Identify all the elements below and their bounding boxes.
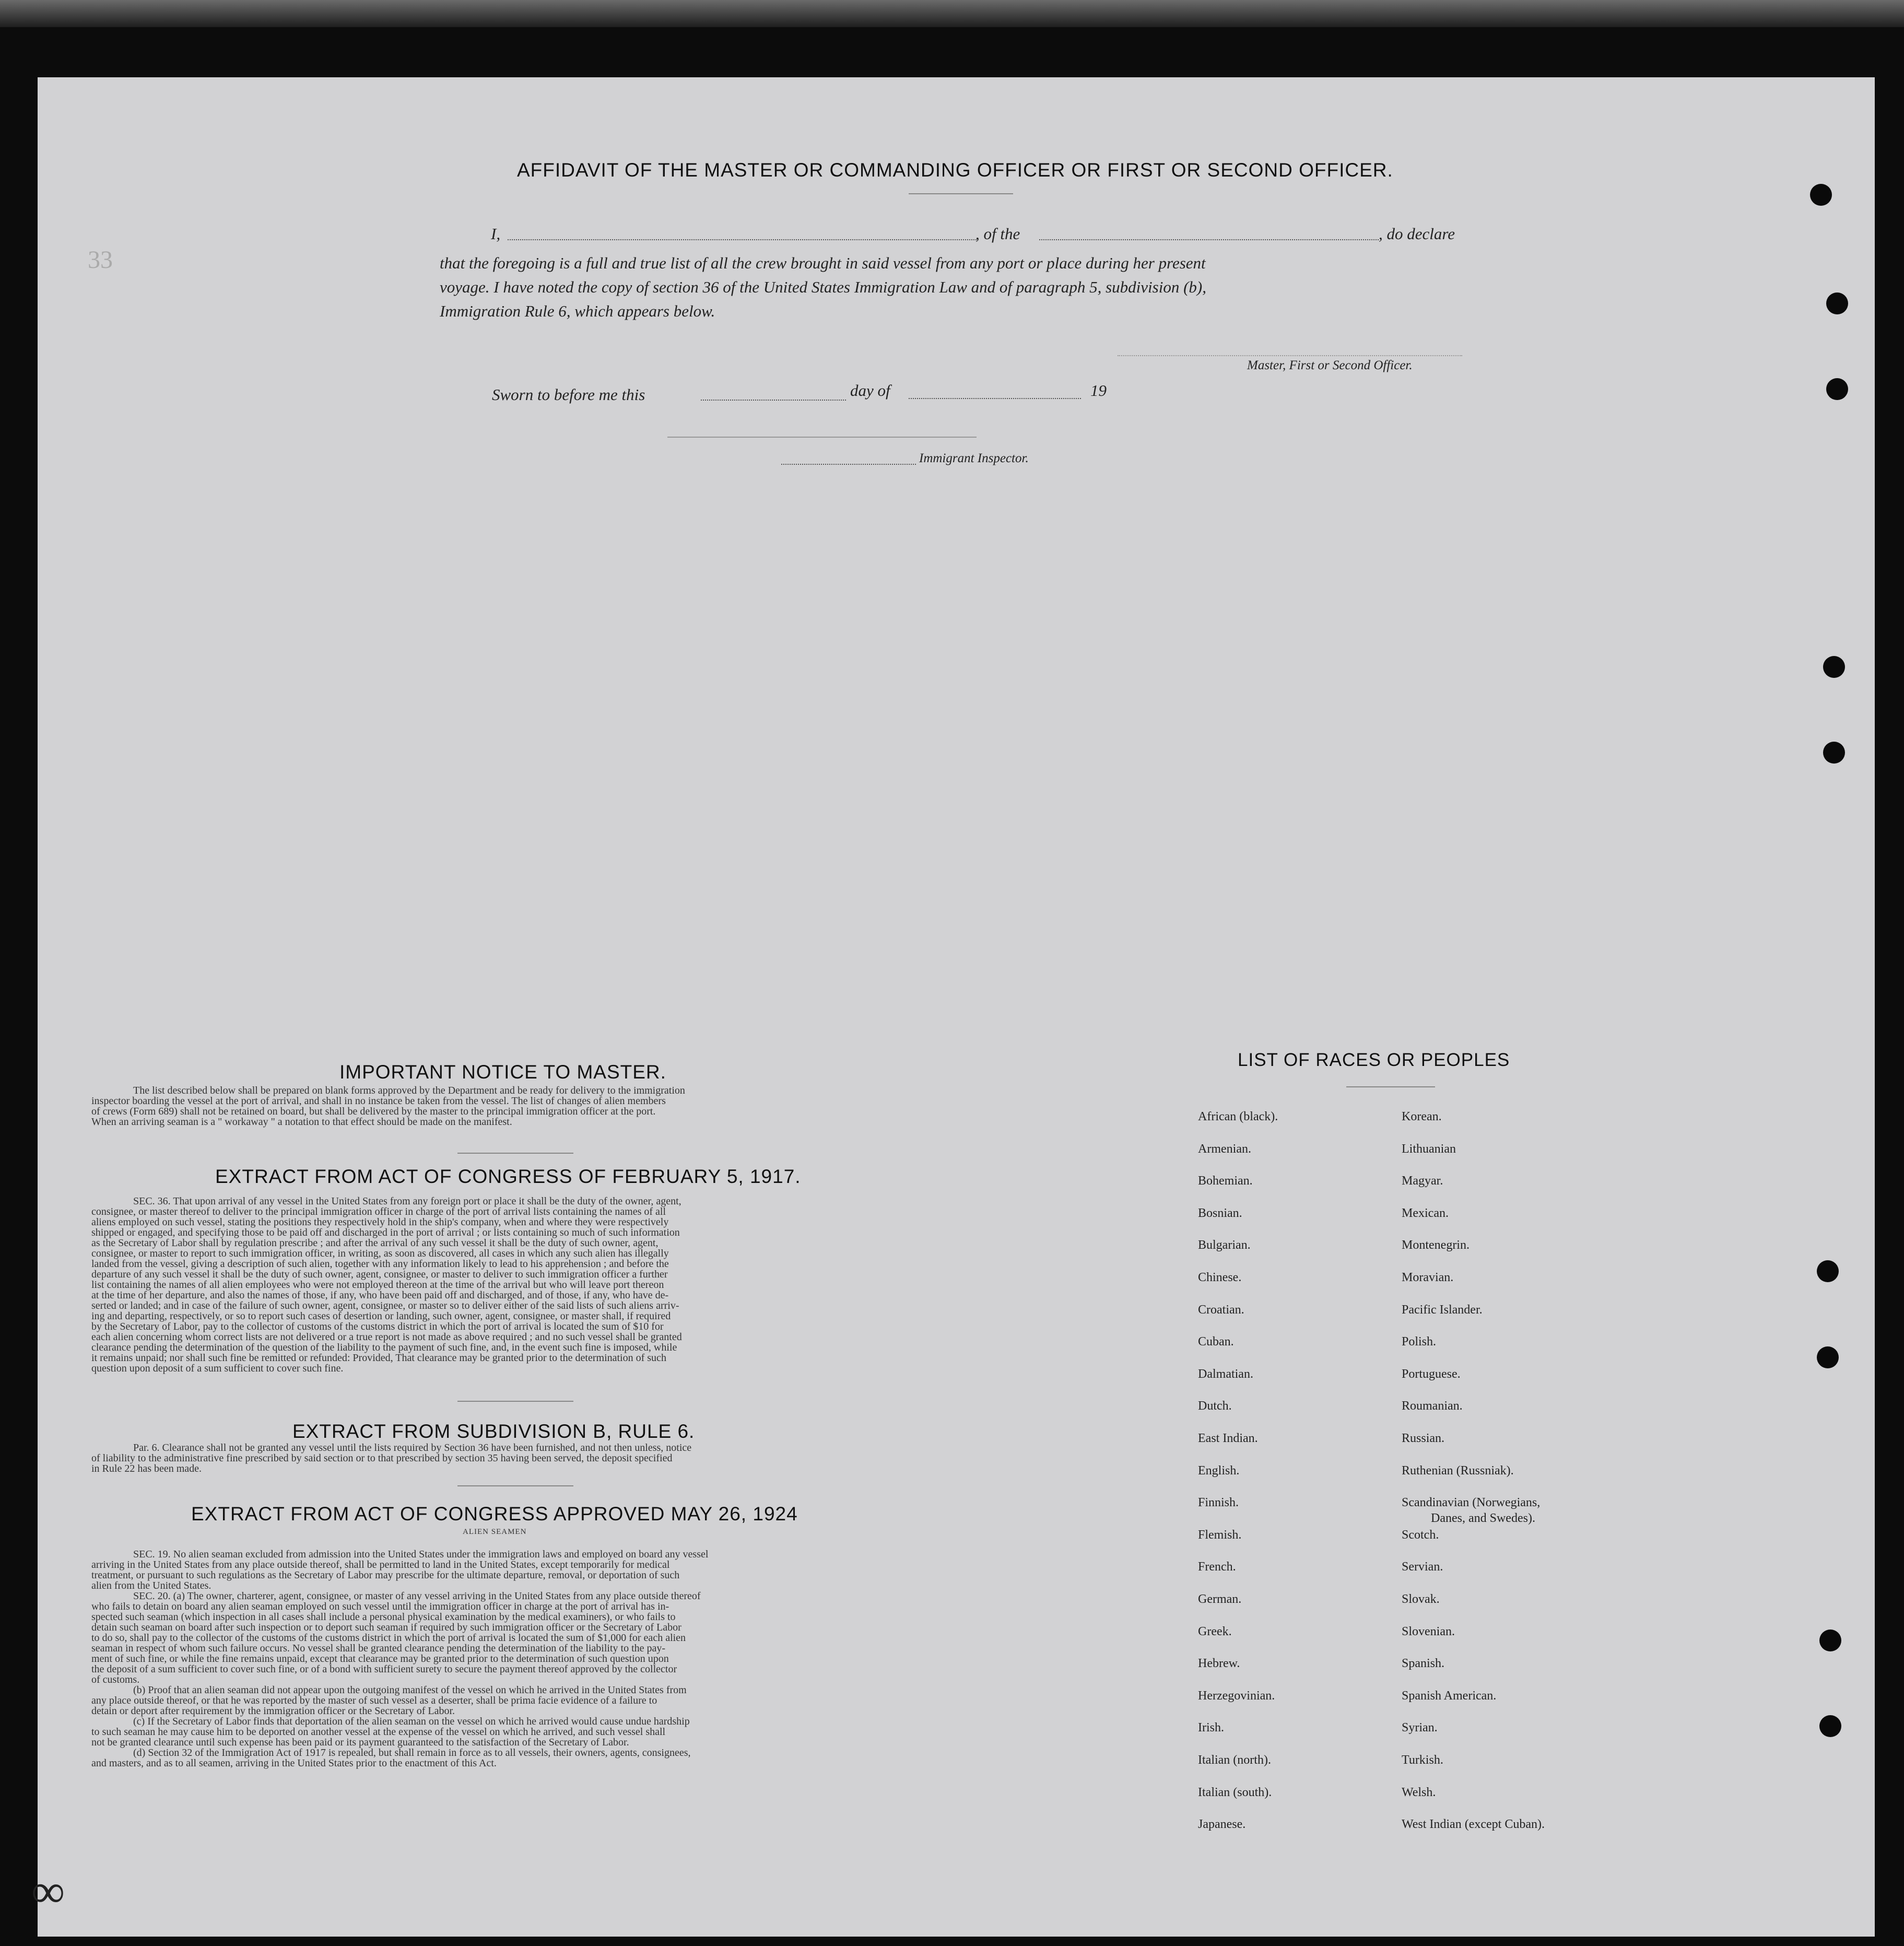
extract-1924-title: EXTRACT FROM ACT OF CONGRESS APPROVED MAY 26, 1924 xyxy=(191,1503,798,1525)
extract-1917-line: aliens employed on such vessel, stating the positions they respectively hold in the ship's company, when and where they were respectively xyxy=(91,1216,669,1228)
extract-1924-line: detain such seaman on board after such inspection or to deport such seaman if required by such immigration officer or the Secretary of Labor xyxy=(91,1622,681,1633)
notice-title: IMPORTANT NOTICE TO MASTER. xyxy=(339,1061,666,1083)
race-item: West Indian (except Cuban). xyxy=(1402,1818,1545,1831)
extract-1924-line: of customs. xyxy=(91,1674,140,1685)
race-item: Italian (south). xyxy=(1198,1786,1272,1799)
day-of-label: day of xyxy=(850,381,890,400)
race-item: Scotch. xyxy=(1402,1528,1439,1542)
race-item-continuation: Danes, and Swedes). xyxy=(1431,1511,1535,1525)
extract-1924-line: seaman in respect of whom such failure occurs. No vessel shall be granted clearance pending the determination of the liability to the pay- xyxy=(91,1643,666,1654)
extract-1924-line: (b) Proof that an alien seaman did not appear upon the outgoing manifest of the vessel on which he arrived in the United States from xyxy=(133,1684,687,1696)
race-item: French. xyxy=(1198,1560,1236,1574)
extract-1917-line: by the Secretary of Labor, pay to the collector of customs of the customs district in which the port of arrival is located the sum of $10 for xyxy=(91,1321,664,1332)
race-item: Croatian. xyxy=(1198,1303,1244,1317)
punch-hole xyxy=(1819,1715,1841,1737)
extract-rule6-line: in Rule 22 has been made. xyxy=(91,1463,202,1474)
punch-hole xyxy=(1826,292,1848,314)
race-item: English. xyxy=(1198,1464,1240,1478)
affidavit-line-2: that the foregoing is a full and true list of all the crew brought in said vessel from any port or place during her present xyxy=(440,254,1206,272)
signature-field-line[interactable] xyxy=(1118,355,1462,356)
affidavit-line-4: Immigration Rule 6, which appears below. xyxy=(440,302,715,320)
extract-1917-line: consignee, or master thereof to deliver to the principal immigration officer in charge of the port of arrival lists containing the names of all xyxy=(91,1206,666,1217)
title-rule xyxy=(909,193,1013,194)
extract-1924-line: treatment, or pursuant to such regulations as the Secretary of Labor may prescribe for the ultimate departure, removal, or deportation of such xyxy=(91,1569,680,1581)
race-item: German. xyxy=(1198,1592,1242,1606)
inspector-caption: Immigrant Inspector. xyxy=(919,451,1029,465)
notice-line: The list described below shall be prepared on blank forms approved by the Department and be ready for delivery to the immigration xyxy=(133,1085,685,1096)
extract-1917-line: departure of any such vessel it shall be the duty of such owner, agent, consignee, or master to deliver to such immigration officer a further xyxy=(91,1269,668,1280)
race-item: Slovak. xyxy=(1402,1592,1440,1606)
punch-hole xyxy=(1826,378,1848,400)
races-title: LIST OF RACES OR PEOPLES xyxy=(1238,1050,1510,1070)
affidavit-i-label: I, xyxy=(491,225,501,243)
section-rule xyxy=(457,1485,573,1486)
race-item: Roumanian. xyxy=(1402,1399,1463,1413)
race-item: African (black). xyxy=(1198,1110,1278,1123)
punch-hole xyxy=(1817,1346,1839,1368)
punch-hole xyxy=(1823,742,1845,764)
affidavit-do-declare: , do declare xyxy=(1379,225,1455,243)
extract-1924-line: alien from the United States. xyxy=(91,1580,211,1591)
extract-rule6-line: of liability to the administrative fine prescribed by said section or to that prescribed by section 35 having been served, the deposit specified xyxy=(91,1452,673,1464)
race-item: Portuguese. xyxy=(1402,1367,1461,1381)
vessel-field-line[interactable] xyxy=(1039,239,1379,240)
extract-1917-line: question upon deposit of a sum sufficient to cover such fine. xyxy=(91,1363,344,1374)
race-item: Pacific Islander. xyxy=(1402,1303,1483,1317)
race-item: Bohemian. xyxy=(1198,1174,1253,1188)
race-item: Cuban. xyxy=(1198,1335,1234,1349)
extract-1924-line: SEC. 19. No alien seaman excluded from admission into the United States under the immigration laws and employed on board any vessel xyxy=(133,1549,709,1560)
extract-1924-line: detain or deport after requirement by the immigration officer or the Secretary of Labor. xyxy=(91,1705,455,1717)
extract-1917-line: each alien concerning whom correct lists are not delivered or a true report is not made as above required ; and no such vessel shall be granted xyxy=(91,1331,682,1343)
extract-1917-line: SEC. 36. That upon arrival of any vessel in the United States from any foreign port or place it shall be the duty of the owner, agent, xyxy=(133,1195,681,1207)
race-item: East Indian. xyxy=(1198,1432,1258,1445)
race-item: Chinese. xyxy=(1198,1271,1242,1284)
race-item: Spanish. xyxy=(1402,1657,1445,1670)
race-item: Servian. xyxy=(1402,1560,1443,1574)
page-number: 33 xyxy=(88,246,113,274)
inspector-signature-line[interactable] xyxy=(667,437,977,438)
extract-1924-line: any place outside thereof, or that he was reported by the master of such vessel as a deserter, shall be prima facie evidence of a failure to xyxy=(91,1695,657,1706)
punch-hole xyxy=(1810,184,1832,206)
extract-rule6-paragraph xyxy=(91,1443,911,1474)
notice-paragraph xyxy=(91,1085,911,1127)
extract-1917-title: EXTRACT FROM ACT OF CONGRESS OF FEBRUARY 5, 1917. xyxy=(215,1166,801,1187)
extract-1924-paragraph xyxy=(91,1549,911,1768)
year-label: 19 xyxy=(1090,381,1107,400)
race-item: Turkish. xyxy=(1402,1753,1443,1767)
corner-handwritten-mark: ∞ xyxy=(31,1866,65,1917)
affidavit-title: AFFIDAVIT OF THE MASTER OR COMMANDING OFFICER OR FIRST OR SECOND OFFICER. xyxy=(517,159,1393,181)
race-item: Welsh. xyxy=(1402,1786,1436,1799)
race-item: Japanese. xyxy=(1198,1818,1246,1831)
notice-line: of crews (Form 689) shall not be retained on board, but shall be delivered by the master to the principal immigration officer at the port. xyxy=(91,1106,656,1117)
race-item: Spanish American. xyxy=(1402,1689,1497,1703)
race-item: Hebrew. xyxy=(1198,1657,1240,1670)
race-item: Mexican. xyxy=(1402,1206,1449,1220)
race-item: Polish. xyxy=(1402,1335,1437,1349)
sworn-day-field-line[interactable] xyxy=(701,400,846,401)
race-item: Russian. xyxy=(1402,1432,1445,1445)
extract-1917-line: at the time of her departure, and also the names of those, if any, who have been paid off and discharged, and of those, if any, who have de- xyxy=(91,1289,669,1301)
inspector-field-line[interactable] xyxy=(781,464,916,465)
race-item: Dalmatian. xyxy=(1198,1367,1253,1381)
race-item: Slovenian. xyxy=(1402,1625,1455,1638)
race-item: Bosnian. xyxy=(1198,1206,1242,1220)
extract-1924-line: to such seaman he may cause him to be deported on another vessel at the expense of the vessel on which he arrived, and such vessel shall xyxy=(91,1726,666,1738)
race-item: Italian (north). xyxy=(1198,1753,1271,1767)
punch-hole xyxy=(1819,1630,1841,1651)
race-item: Armenian. xyxy=(1198,1142,1251,1156)
race-item: Lithuanian xyxy=(1402,1142,1456,1156)
race-item: Dutch. xyxy=(1198,1399,1232,1413)
extract-1917-line: serted or landed; and in case of the failure of such owner, agent, consignee, or master so to deliver either of the said lists of such aliens arriv- xyxy=(91,1300,679,1311)
races-title-rule xyxy=(1346,1086,1435,1087)
race-item: Korean. xyxy=(1402,1110,1442,1123)
name-field-line[interactable] xyxy=(508,239,977,240)
extract-1924-line: (d) Section 32 of the Immigration Act of 1917 is repealed, but shall remain in force as to all vessels, their owners, agents, consignees, xyxy=(133,1747,691,1759)
race-item: Montenegrin. xyxy=(1402,1238,1470,1252)
extract-1924-line: the deposit of a sum sufficient to cover such fine, or of a bond with sufficient surety to secure the payment thereof approved by the collector xyxy=(91,1663,677,1675)
signature-caption: Master, First or Second Officer. xyxy=(1247,358,1413,372)
notice-line: inspector boarding the vessel at the port of arrival, and shall in no instance be taken from the vessel. The list of changes of alien members xyxy=(91,1095,666,1107)
race-item: Irish. xyxy=(1198,1721,1224,1734)
extract-rule6-line: Par. 6. Clearance shall not be granted any vessel until the lists required by Section 36 have been furnished, and not then unless, notice xyxy=(133,1442,692,1453)
extract-1924-line: who fails to detain on board any alien seaman employed on such vessel until the immigration officer in charge at the port of arrival has in- xyxy=(91,1601,669,1612)
extract-1917-paragraph xyxy=(91,1196,911,1374)
race-item: Syrian. xyxy=(1402,1721,1438,1734)
extract-1917-line: list containing the names of all alien employees who were not employed thereon at the time of the arrival but who will leave port thereon xyxy=(91,1279,664,1291)
extract-1924-line: ment of such fine, or while the fine remains unpaid, except that clearance may be granted prior to the determination of such question upon xyxy=(91,1653,669,1664)
extract-1924-line: not be granted clearance until such expense has been paid or its payment guaranteed to the satisfaction of the Secretary of Labor. xyxy=(91,1737,629,1748)
section-rule xyxy=(457,1401,573,1402)
extract-1917-line: ing and departing, respectively, or so to report such cases of desertion or landing, such owner, agent, consignee, or master shall, if required xyxy=(91,1310,671,1322)
extract-1924-subtitle: ALIEN SEAMEN xyxy=(463,1528,527,1536)
race-item: Scandinavian (Norwegians, xyxy=(1402,1496,1541,1509)
extract-1924-line: to do so, shall pay to the collector of the customs of the customs district in which the port of arrival is located the sum of $1,000 for each alien xyxy=(91,1632,686,1644)
extract-1924-line: arriving in the United States from any place outside thereof, shall be permitted to land in the United States, except temporarily for medical xyxy=(91,1559,670,1570)
race-item: Bulgarian. xyxy=(1198,1238,1251,1252)
extract-1924-line: spected such seaman (which inspection in all cases shall include a personal physical examination by the medical examiners), or who fails to xyxy=(91,1611,676,1623)
section-rule xyxy=(457,1153,573,1154)
punch-hole xyxy=(1817,1260,1839,1282)
affidavit-of-the-label: , of the xyxy=(975,225,1020,243)
race-item: Ruthenian (Russniak). xyxy=(1402,1464,1514,1478)
race-item: Herzegovinian. xyxy=(1198,1689,1275,1703)
extract-rule6-title: EXTRACT FROM SUBDIVISION B, RULE 6. xyxy=(292,1421,695,1442)
extract-1917-line: clearance pending the determination of the question of the liability to the payment of such fine, and, in the event such fine is imposed, while xyxy=(91,1342,677,1353)
extract-1917-line: consignee, or master to report to such immigration officer, in writing, as soon as discovered, all cases in which any such alien has illegally xyxy=(91,1248,669,1259)
punch-hole xyxy=(1823,656,1845,678)
affidavit-line-3: voyage. I have noted the copy of section 36 of the United States Immigration Law and of paragraph 5, subdivision (b), xyxy=(440,278,1206,296)
extract-1917-line: as the Secretary of Labor shall by regulation prescribe ; and after the arrival of any such vessel it shall be the duty of such owner, agent, xyxy=(91,1237,659,1249)
race-item: Flemish. xyxy=(1198,1528,1242,1542)
top-edge-band xyxy=(0,0,1904,27)
race-item: Moravian. xyxy=(1402,1271,1454,1284)
race-item: Greek. xyxy=(1198,1625,1232,1638)
extract-1917-line: shipped or engaged, and specifying those to be paid off and discharged in the port of arrival ; or lists containing so much of such information xyxy=(91,1227,680,1238)
race-item: Finnish. xyxy=(1198,1496,1239,1509)
extract-1917-line: landed from the vessel, giving a description of such alien, together with any information likely to lead to his apprehension ; and before the xyxy=(91,1258,669,1270)
extract-1917-line: it remains unpaid; nor shall such fine be remitted or refunded: Provided, That clearance may be granted prior to the determination of such xyxy=(91,1352,666,1364)
sworn-month-field-line[interactable] xyxy=(909,398,1081,399)
extract-1924-line: and masters, and as to all seamen, arriving in the United States prior to the enactment of this Act. xyxy=(91,1757,497,1769)
extract-1924-line: (c) If the Secretary of Labor finds that deportation of the alien seaman on the vessel on which he arrived would cause undue hardship xyxy=(133,1716,690,1727)
race-item: Magyar. xyxy=(1402,1174,1443,1188)
extract-1924-line: SEC. 20. (a) The owner, charterer, agent, consignee, or master of any vessel arriving in the United States from any place outside thereof xyxy=(133,1590,701,1602)
sworn-label: Sworn to before me this xyxy=(492,385,645,404)
notice-line: When an arriving seaman is a " workaway " a notation to that effect should be made on the manifest. xyxy=(91,1116,512,1128)
